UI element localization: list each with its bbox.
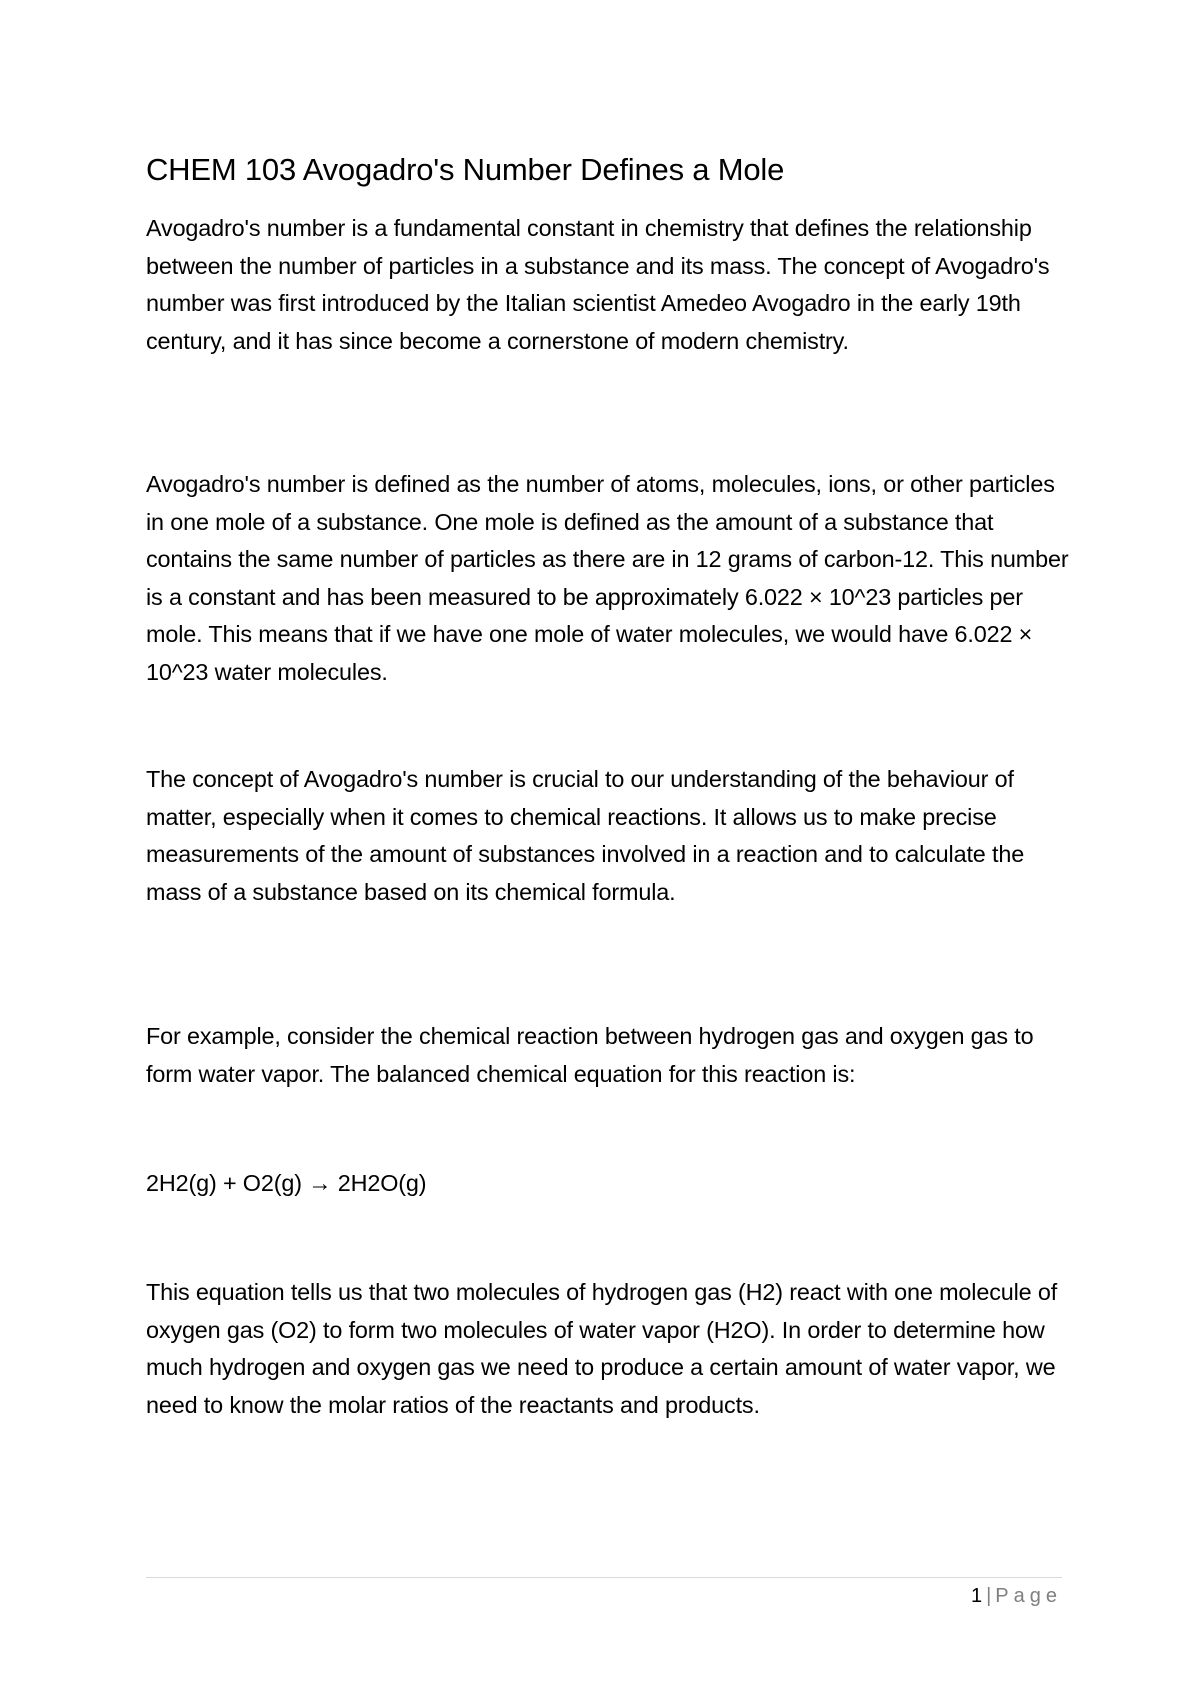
page-number: 1 [970,1585,983,1607]
footer-divider [146,1577,1062,1578]
page-label: Page [995,1585,1062,1607]
page-footer [971,1584,1062,1608]
paragraph-explanation: This equation tells us that two molecules of hydrogen gas (H2) react with one molecule of oxygen gas (O2) to form two molecules of water vapor (H2O). In order to determine how much hydrogen and oxygen gas we need to produce a certain amount of water vapor, we need to know the molar ratios of the reactants and products. [146,1279,1058,1418]
chemical-equation: 2H2(g) + O2(g) → 2H2O(g) [146,1170,427,1196]
footer-separator: | [986,1585,992,1607]
paragraph-importance: The concept of Avogadro's number is crucial to our understanding of the behaviour of matter, especially when it comes to chemical reactions. It allows us to make precise measurements of the amount of substances involved in a reaction and to calculate the mass of a substance based on its chemical formula. [146,766,1025,905]
paragraph-definition: Avogadro's number is defined as the number of atoms, molecules, ions, or other particles in one mole of a substance. One mole is defined as the amount of a substance that contains the same number of particles as there are in 12 grams of carbon-12. This number is a constant and has been measured to be approximately 6.022 × 10^23 particles per mole. This means that if we have one mole of water molecules, we would have 6.022 × 10^23 water molecules. [146,471,1069,685]
paragraph-example: For example, consider the chemical reaction between hydrogen gas and oxygen gas to form water vapor. The balanced chemical equation for this reaction is: [146,1023,1034,1087]
paragraph-intro: Avogadro's number is a fundamental constant in chemistry that defines the relationship between the number of particles in a substance and its mass. The concept of Avogadro's number was first introduced by the Italian scientist Amedeo Avogadro in the early 19th century, and it has since become a cornerstone of modern chemistry. [146,215,1050,354]
document-title: CHEM 103 Avogadro's Number Defines a Mole [146,152,785,187]
